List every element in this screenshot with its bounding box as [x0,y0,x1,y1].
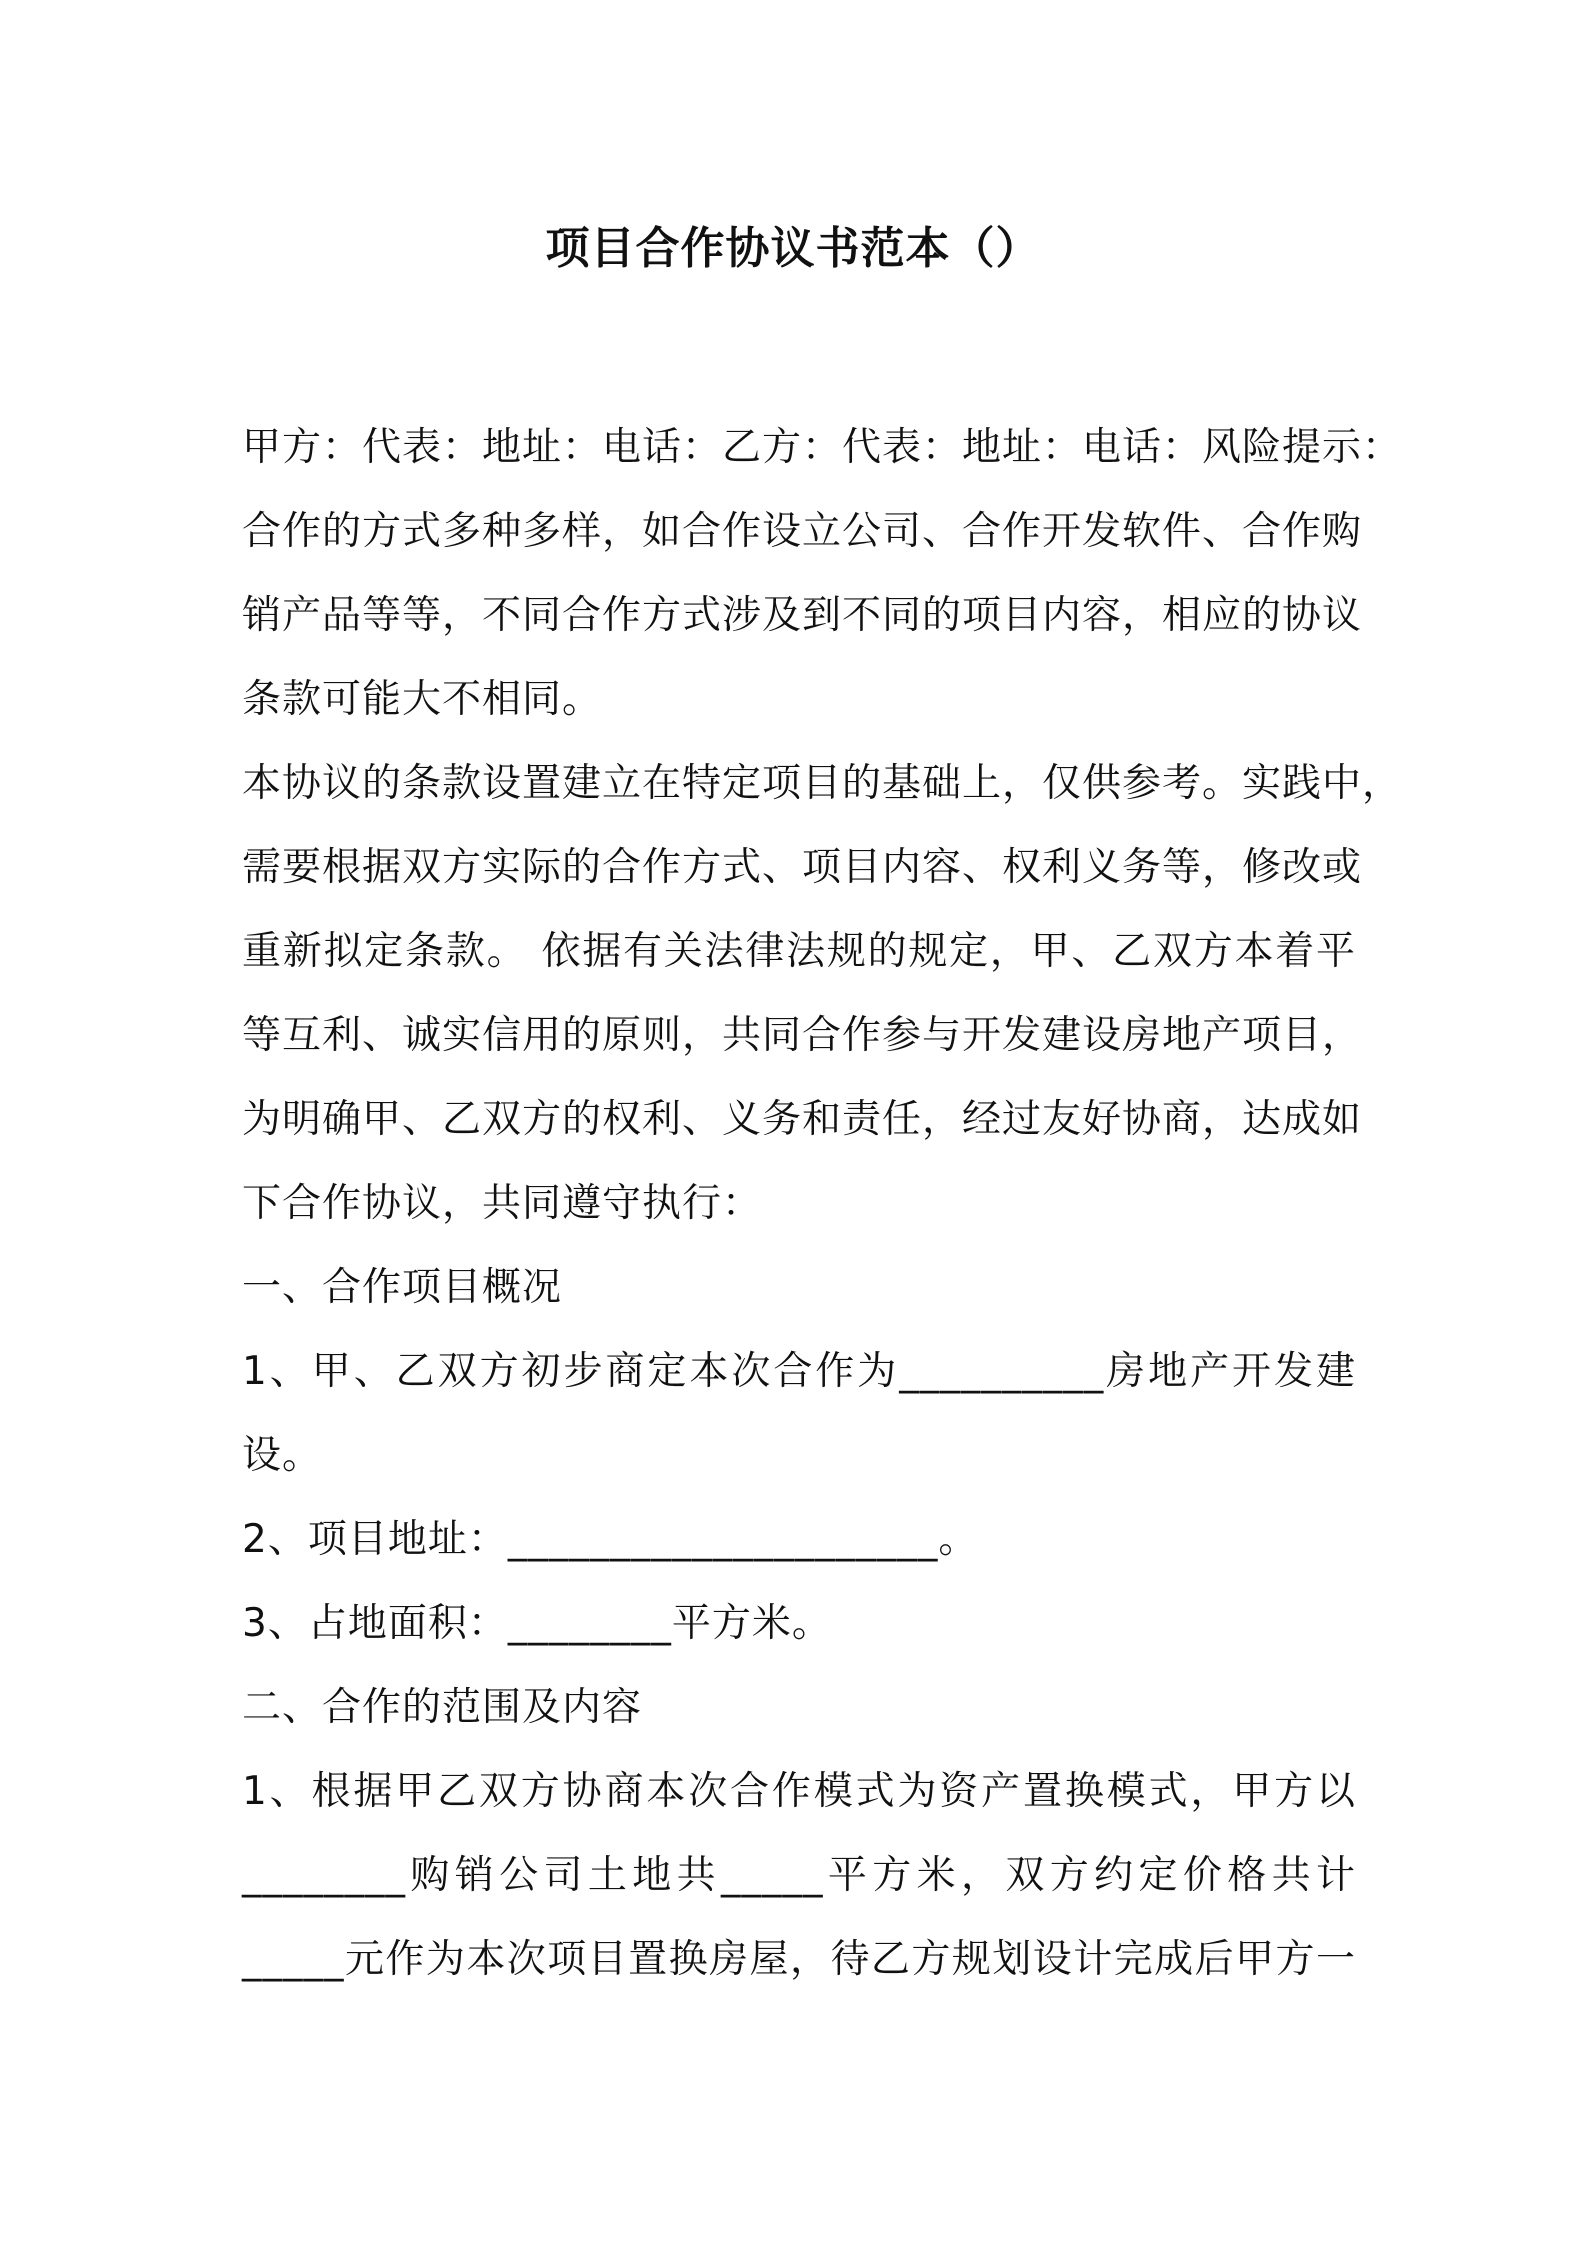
section-heading: 二、合作的范围及内容 [242,1685,643,1730]
body-line: 甲方：代表：地址：电话：乙方：代表：地址：电话：风险提示： [242,425,1403,470]
body-line: 3、占地面积：________平方米。 [242,1601,832,1646]
section-heading: 一、合作项目概况 [242,1265,563,1310]
body-line: 需要根据双方实际的合作方式、项目内容、权利义务等，修改或 [242,845,1363,890]
body-line: 合作的方式多种多样，如合作设立公司、合作开发软件、合作购 [242,509,1363,554]
body-line: 本协议的条款设置建立在特定项目的基础上，仅供参考。实践中， [242,761,1403,806]
body-line: 为明确甲、乙双方的权利、义务和责任，经过友好协商，达成如 [242,1097,1363,1142]
body-line: _____元作为本次项目置换房屋，待乙方规划设计完成后甲方一 [242,1937,1356,1982]
document-title: 项目合作协议书范本（） [545,223,1041,274]
body-line: 1、甲、乙双方初步商定本次合作为__________房地产开发建 [242,1349,1356,1394]
body-line: 条款可能大不相同。 [242,677,603,722]
body-line: 1、根据甲乙双方协商本次合作模式为资产置换模式，甲方以 [242,1769,1356,1814]
body-line: 下合作协议，共同遵守执行： [242,1181,763,1226]
body-line: ________购销公司土地共_____平方米，双方约定价格共计 [242,1853,1356,1898]
body-line: 销产品等等，不同合作方式涉及到不同的项目内容，相应的协议 [242,593,1363,638]
body-line: 等互利、诚实信用的原则，共同合作参与开发建设房地产项目， [242,1013,1363,1058]
body-line: 设。 [242,1433,323,1478]
body-line: 重新拟定条款。 依据有关法律法规的规定，甲、乙双方本着平 [242,929,1356,974]
document-body [242,406,1403,2002]
body-line: 2、项目地址：_____________________。 [242,1517,979,1562]
